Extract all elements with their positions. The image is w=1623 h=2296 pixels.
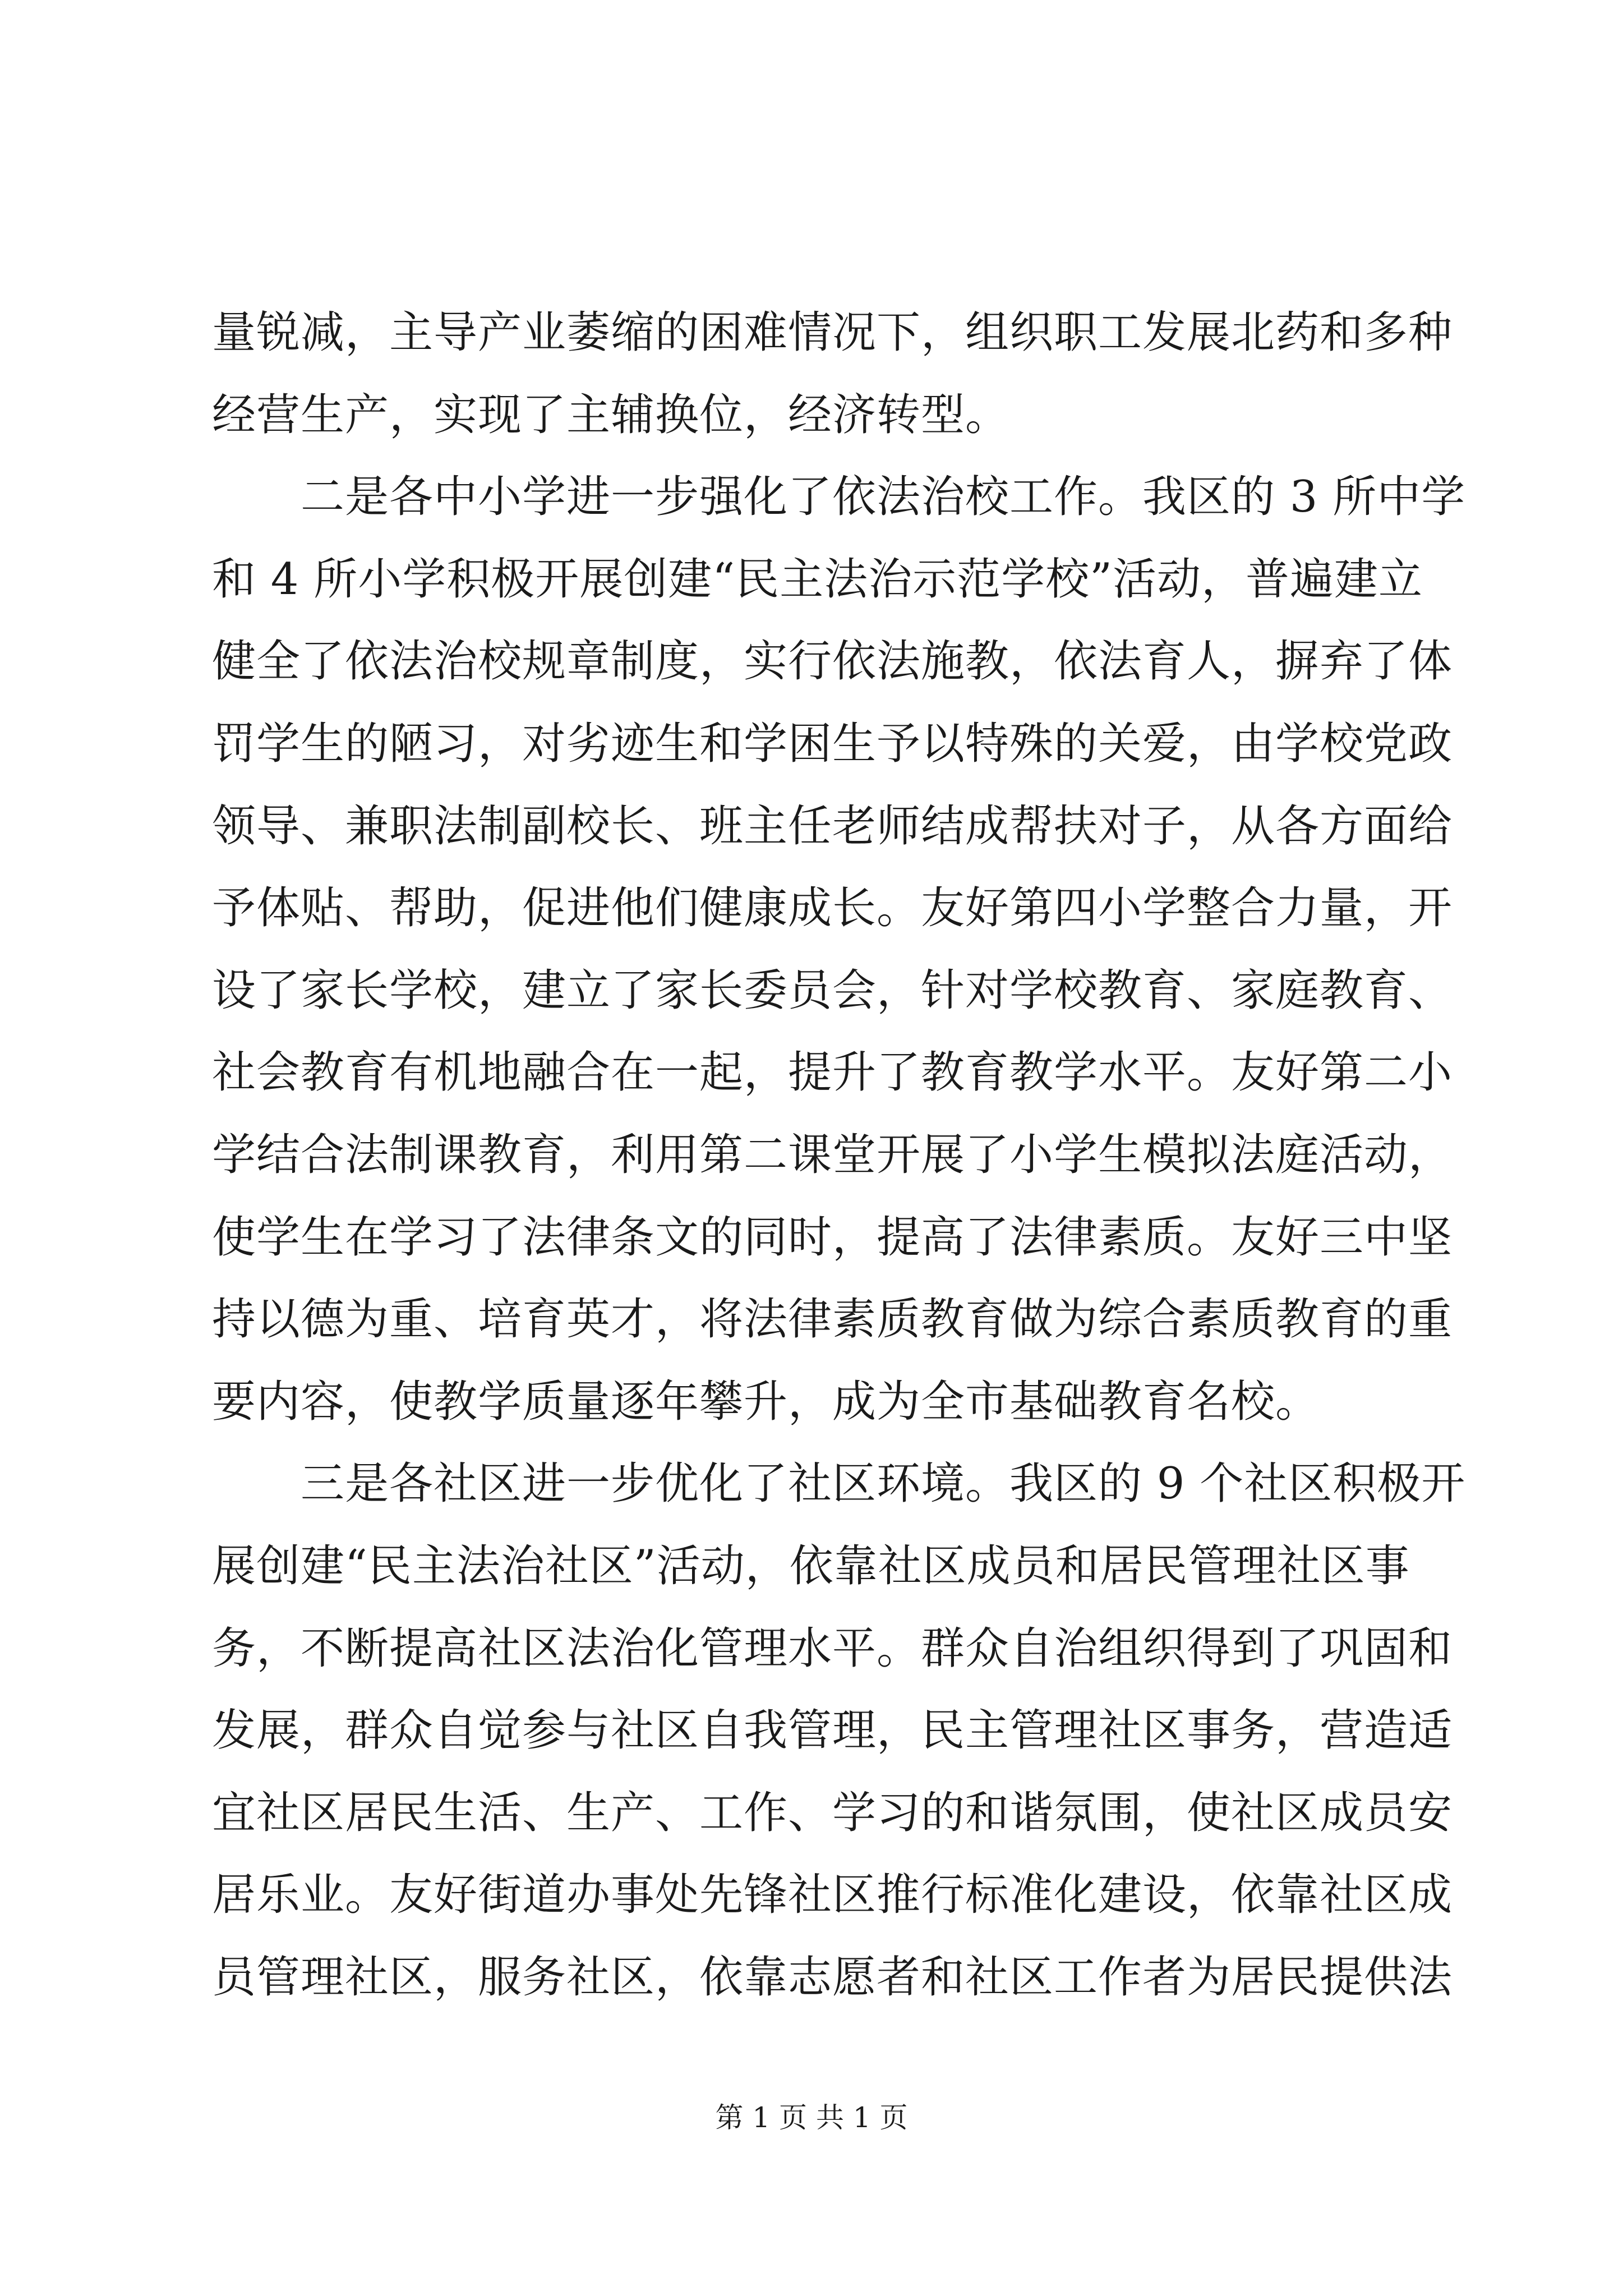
- page-number-footer: 第 1 页 共 1 页: [715, 2101, 908, 2134]
- text-line: 持以德为重、培育英才，将法律素质教育做为综合素质教育的重: [212, 1294, 1453, 1345]
- text-line: 罚学生的陋习，对劣迹生和学困生予以特殊的关爱，由学校党政: [212, 718, 1453, 769]
- text-line: 社会教育有机地融合在一起，提升了教育教学水平。友好第二小: [212, 1047, 1453, 1098]
- text-line: 使学生在学习了法律条文的同时，提高了法律素质。友好三中坚: [212, 1212, 1453, 1263]
- text-line: 要内容，使教学质量逐年攀升，成为全市基础教育名校。: [212, 1376, 1320, 1427]
- text-line: 居乐业。友好街道办事处先锋社区推行标准化建设，依靠社区成: [212, 1870, 1453, 1921]
- text-line: 量锐减，主导产业萎缩的困难情况下，组织职工发展北药和多种: [212, 307, 1453, 358]
- text-line: 经营生产，实现了主辅换位，经济转型。: [212, 389, 1010, 440]
- text-line: 予体贴、帮助，促进他们健康成长。友好第四小学整合力量，开: [212, 883, 1453, 934]
- text-line: 宜社区居民生活、生产、工作、学习的和谐氛围，使社区成员安: [212, 1787, 1453, 1838]
- text-line: 设了家长学校，建立了家长委员会，针对学校教育、家庭教育、: [212, 965, 1453, 1016]
- document-body: [212, 292, 1466, 2018]
- text-line: 展创建“民主法治社区”活动，依靠社区成员和居民管理社区事: [212, 1540, 1410, 1591]
- text-line: 健全了依法治校规章制度，实行依法施教，依法育人，摒弃了体: [212, 636, 1453, 687]
- text-line: 务，不断提高社区法治化管理水平。群众自治组织得到了巩固和: [212, 1623, 1453, 1674]
- text-line: 学结合法制课教育，利用第二课堂开展了小学生模拟法庭活动，: [212, 1129, 1453, 1180]
- paragraph-start-line: 二是各中小学进一步强化了依法治校工作。我区的 3 所中学: [301, 472, 1466, 523]
- text-line: 发展，群众自觉参与社区自我管理，民主管理社区事务，营造适: [212, 1705, 1453, 1756]
- text-line: 领导、兼职法制副校长、班主任老师结成帮扶对子，从各方面给: [212, 800, 1453, 852]
- paragraph-start-line: 三是各社区进一步优化了社区环境。我区的 9 个社区积极开: [301, 1458, 1466, 1510]
- text-line: 和 4 所小学积极开展创建“民主法治示范学校”活动，普遍建立: [212, 554, 1423, 605]
- text-line: 员管理社区，服务社区，依靠志愿者和社区工作者为居民提供法: [212, 1952, 1453, 2003]
